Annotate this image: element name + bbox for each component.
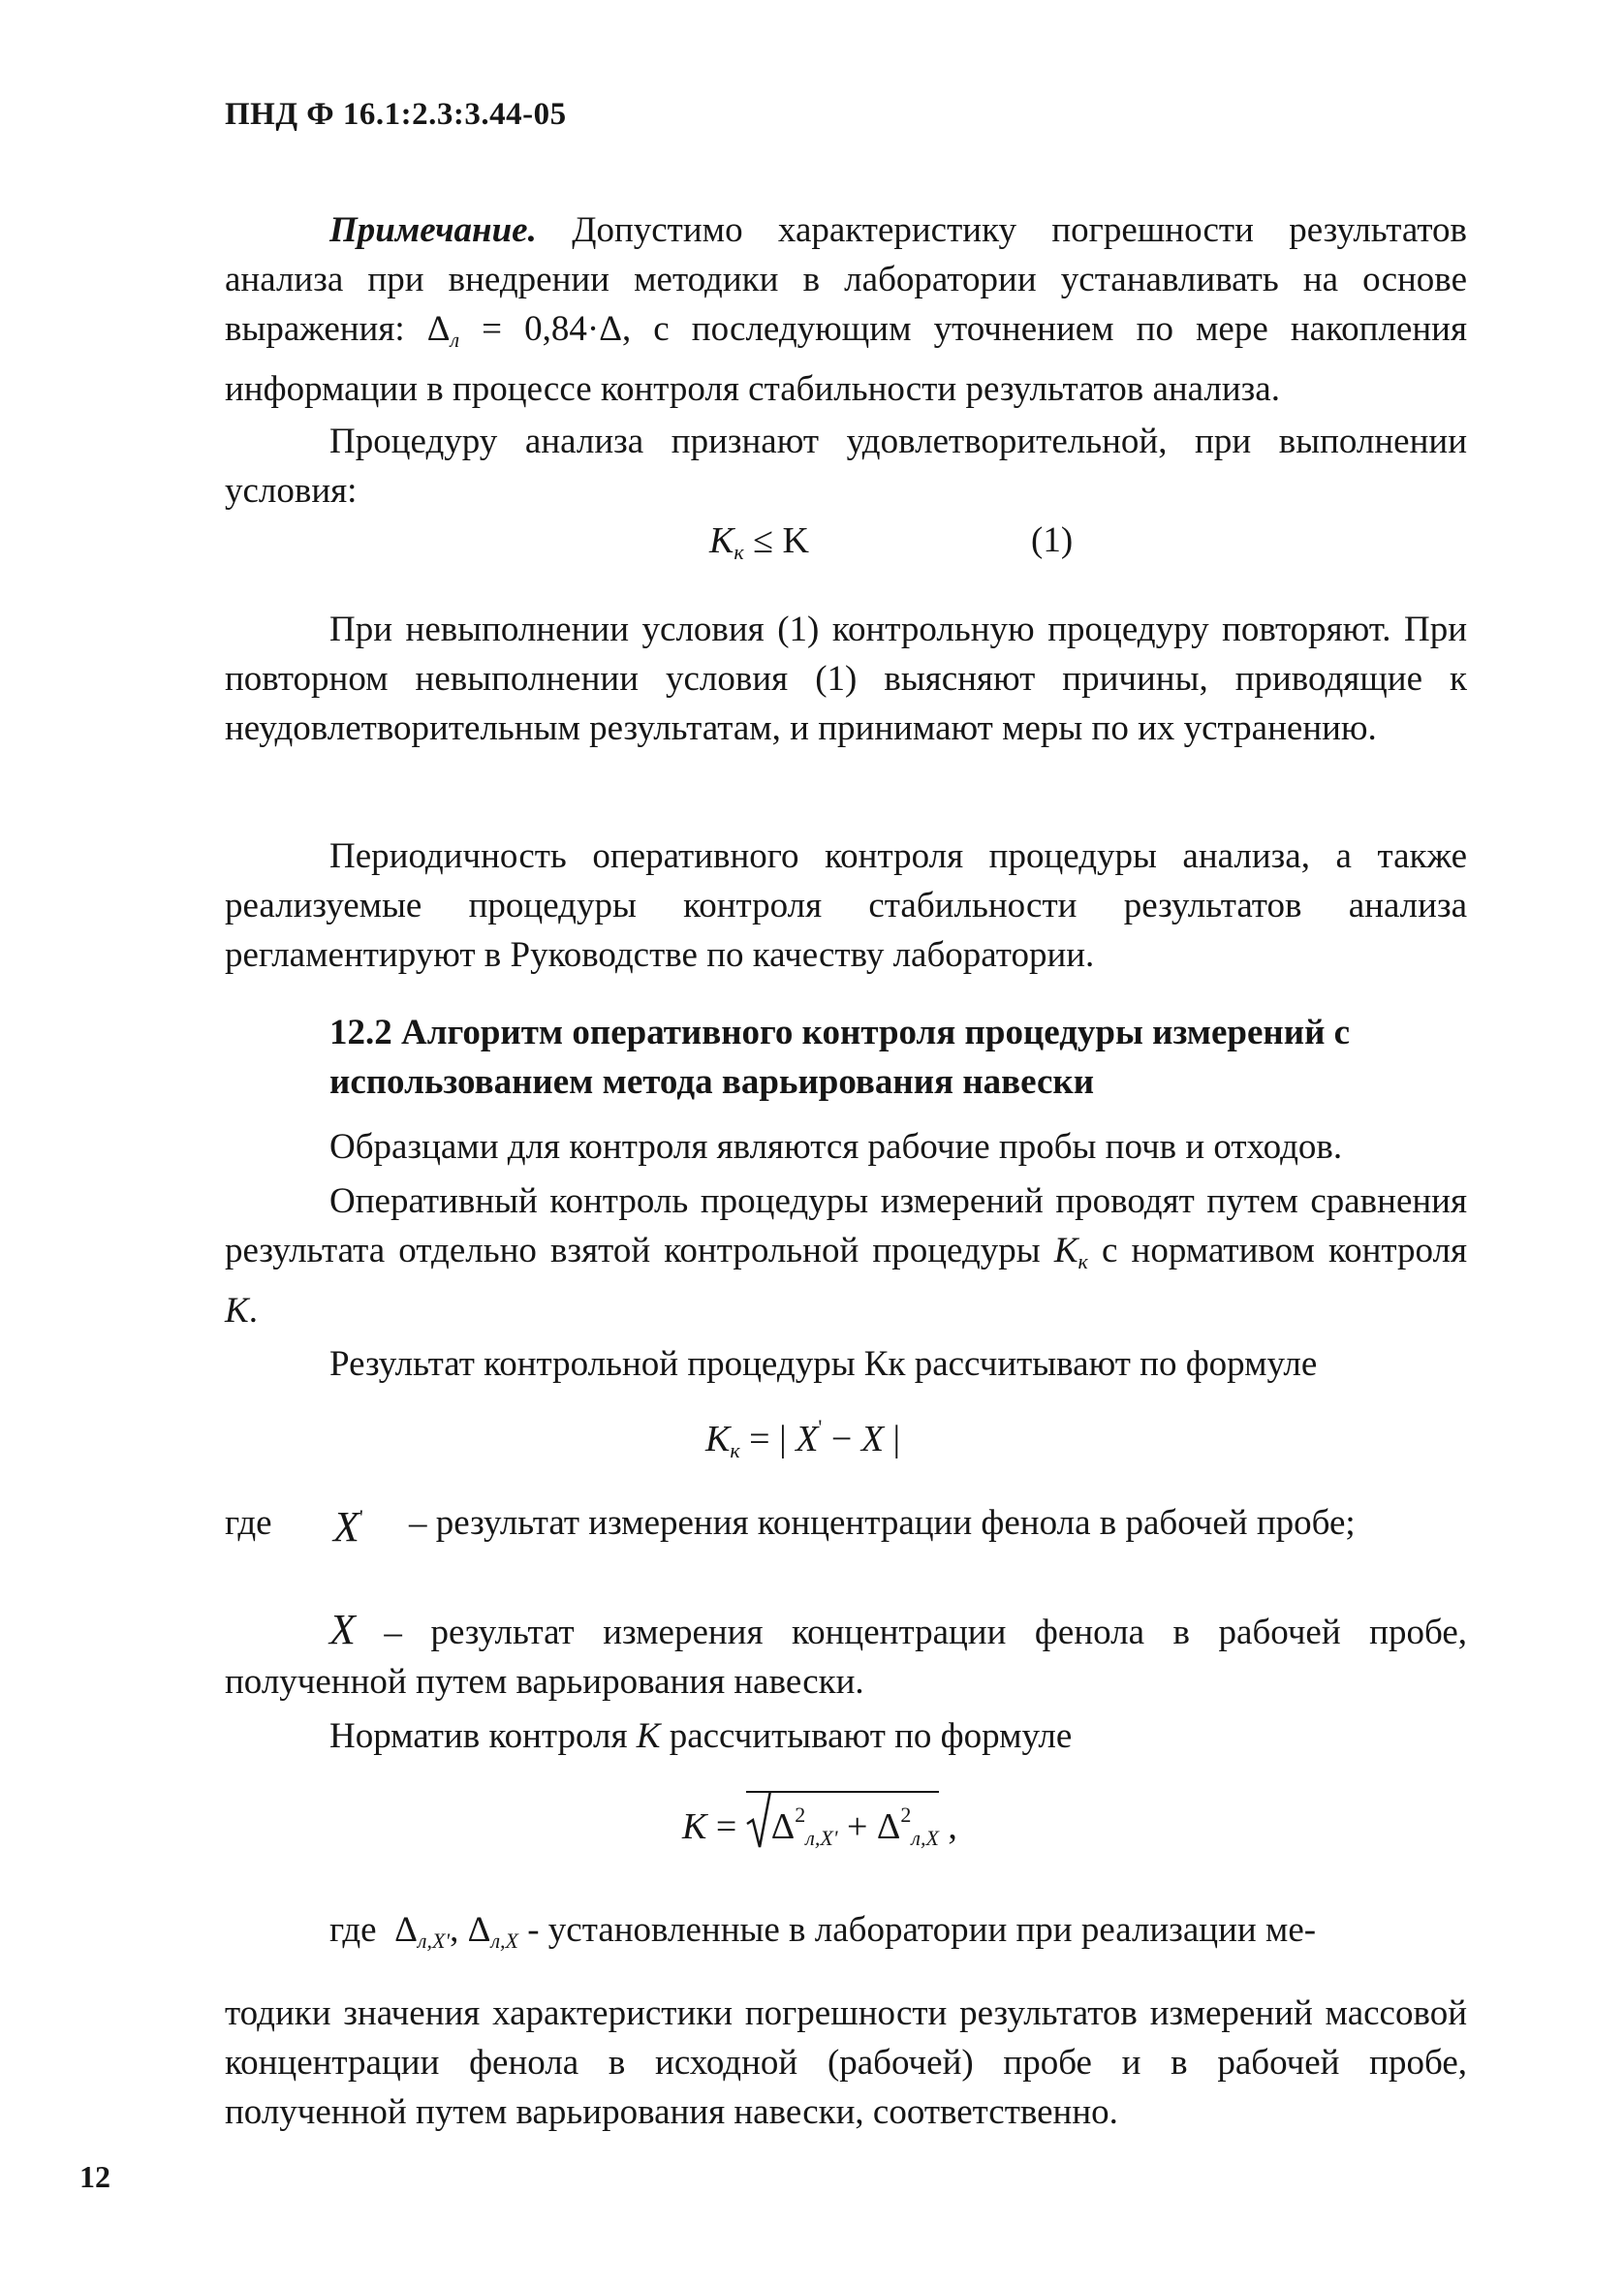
- formula-2-x: X: [860, 1419, 885, 1459]
- condition-paragraph: Процедуру анализа признают удовлетворительной, при выполнении условия:: [225, 422, 1467, 511]
- formula-3-delta1: Δ: [770, 1806, 796, 1847]
- formula-3-radical: [746, 1791, 939, 1861]
- where-3-delta2: Δ: [467, 1910, 491, 1950]
- formula-2-lhs: K: [705, 1419, 731, 1459]
- formula-2-lhs-sub: к: [730, 1438, 740, 1462]
- formula-1: [709, 519, 809, 565]
- where-1-symbol: X: [333, 1503, 359, 1551]
- formula-2-close: |: [884, 1419, 901, 1459]
- note-sub-l: л: [450, 328, 460, 352]
- result-paragraph: Результат контрольной процедуры Кк рассчитывают по формуле: [329, 1344, 1318, 1384]
- where-2-symbol: X: [329, 1606, 356, 1653]
- periodicity-paragraph: Периодичность оперативного контроля процедуры анализа, а также реализуемые процедуры контроля стабильности результатов анализа регламентируют в Руководстве по качеству лаборатории.: [225, 836, 1467, 975]
- where-1-text: – результат измерения концентрации фенола в рабочей пробе;: [409, 1503, 1356, 1543]
- formula-2-minus: −: [822, 1419, 861, 1459]
- where-2-text: – результат измерения концентрации фенола в рабочей пробе, полученной путем варьирования навески.: [225, 1613, 1467, 1702]
- norm-text-2: рассчитывают по формуле: [660, 1716, 1073, 1756]
- opcontrol-text-3: .: [248, 1291, 258, 1331]
- formula-3-plus: +: [837, 1806, 877, 1847]
- formula-3-lhs: K: [682, 1806, 707, 1847]
- formula-3: [682, 1791, 957, 1861]
- formula-2-open: = |: [739, 1419, 796, 1459]
- opcontrol-text-1: Оперативный контроль процедуры измерений проводят путем сравнения результата отдельно взятой контрольной процедуры: [225, 1181, 1467, 1270]
- where-1-symbol-block: [333, 1492, 363, 1552]
- formula-3-delta2: Δ: [876, 1806, 901, 1847]
- formula-3-sub2: л,X: [911, 1826, 939, 1850]
- where-3-sub2: л,X: [490, 1928, 518, 1953]
- where-3-label: где: [329, 1910, 377, 1950]
- operative-control-paragraph: [225, 1176, 1467, 1335]
- page-number: 12: [79, 2159, 110, 2194]
- where-3-line: [329, 1905, 1316, 1965]
- where-3-text: - установленные в лаборатории при реализации ме-: [517, 1910, 1317, 1950]
- repeat-paragraph: При невыполнении условия (1) контрольную процедуру повторяют. При повторном невыполнении условия (1) выясняют причины, приводящие к неудовлетворительным результатам, и принимают меры по их устранению.: [225, 610, 1467, 748]
- note-text-2: = 0,84·Δ, с последующим уточнением по мере накопления информации в процессе контроля стабильности результатов анализа.: [225, 309, 1467, 409]
- note-label: Примечание.: [329, 210, 537, 250]
- where-3-sub1: л,X': [417, 1928, 451, 1953]
- where-label-1: где: [225, 1503, 272, 1543]
- opcontrol-k: K: [225, 1291, 249, 1331]
- opcontrol-kk: K: [1053, 1231, 1078, 1270]
- document-code: ПНД Ф 16.1:2.3:3.44-05: [225, 97, 567, 132]
- opcontrol-text-2: с нормативом контроля: [1087, 1231, 1467, 1270]
- formula-2: [705, 1415, 900, 1463]
- formula-2-prime: ': [818, 1415, 823, 1439]
- formula-2-x-prime: X: [796, 1419, 819, 1459]
- final-paragraph: тодики значения характеристики погрешности результатов измерений массовой концентрации фенола в исходной (рабочей) пробе и в рабочей пробе, полученной путем варьирования навески, соответственно.: [225, 1993, 1467, 2132]
- formula-3-sup2: 2: [900, 1803, 912, 1827]
- samples-paragraph: Образцами для контроля являются рабочие пробы почв и отходов.: [329, 1127, 1343, 1167]
- radical-sign-icon: [746, 1791, 771, 1849]
- norm-k: K: [636, 1716, 661, 1756]
- norm-text-1: Норматив контроля: [329, 1716, 637, 1756]
- note-text-1: Допустимо характеристику погрешности результатов анализа при внедрении методики в лаборатории устанавливать на основе выражения: Δ: [225, 210, 1467, 349]
- formula-3-eq: =: [706, 1806, 746, 1847]
- where-2-paragraph: [225, 1605, 1467, 1707]
- formula-3-tail: ,: [938, 1806, 957, 1847]
- formula-1-lhs: K: [709, 520, 734, 561]
- formula-1-rhs: ≤ K: [743, 520, 809, 561]
- equation-number-1: (1): [1031, 520, 1074, 560]
- where-3-comma: ,: [450, 1910, 468, 1950]
- where-1-prime: ': [359, 1505, 363, 1529]
- formula-3-sub1: л,X': [805, 1826, 838, 1850]
- opcontrol-kk-sub: к: [1077, 1249, 1088, 1273]
- formula-3-sup1: 2: [795, 1803, 806, 1827]
- formula-1-lhs-sub: к: [734, 540, 744, 564]
- note-paragraph: [225, 205, 1467, 414]
- where-3-delta1: Δ: [394, 1910, 418, 1950]
- section-heading: 12.2 Алгоритм оперативного контроля процедуры измерений с использованием метода варьирования навески: [329, 1013, 1351, 1102]
- norm-paragraph: [225, 1711, 1467, 1761]
